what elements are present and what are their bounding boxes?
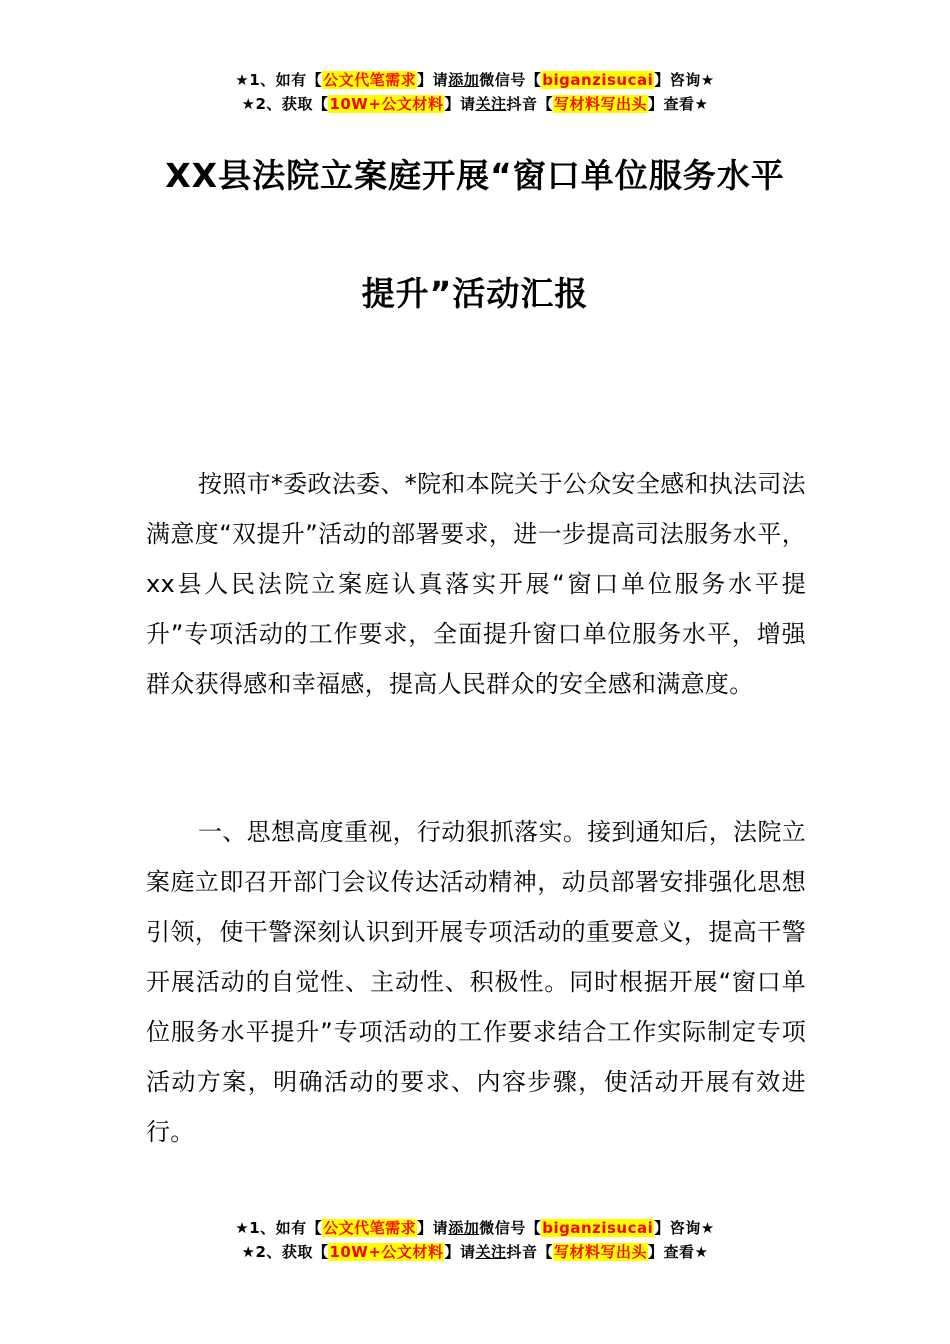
body-paragraph-2-text: 一、思想高度重视，行动狠抓落实。接到通知后，法院立案庭立即召开部门会议传达活动精神，动员部署安排强化思想引领，使干警深刻认识到开展专项活动的重要意义，提高干警开展活动的自觉性、主动性、积极性。同时根据开展“窗口单位服务水平提升”专项活动的工作要求结合工作实际制定专项活动方案，明确活动的要求、内容步骤，使活动开展有效进行。 <box>146 818 807 1146</box>
banner-line-2-suffix: 】查看★ <box>648 95 709 113</box>
banner-line-2-mid2: 抖音【 <box>506 1243 553 1261</box>
banner-underline-follow: 关注 <box>475 95 507 113</box>
banner-line-1-prefix: ★1、如有【 <box>235 1219 323 1237</box>
banner-line-2-mid: 】请 <box>444 95 476 113</box>
body-paragraph-2 <box>146 807 806 1157</box>
document-title-line-2: 提升”活动汇报 <box>361 274 589 313</box>
banner-underline-follow: 关注 <box>475 1243 507 1261</box>
body-paragraph-1-text: 按照市*委政法委、*院和本院关于公众安全感和执法司法满意度“双提升”活动的部署要求，进一步提高司法服务水平，xx县人民法院立案庭认真落实开展“窗口单位服务水平提升”专项活动的工作要求，全面提升窗口单位服务水平，增强群众获得感和幸福感，提高人民群众的安全感和满意度。 <box>146 470 806 698</box>
banner-highlight-douyin-id: 写材料写出头 <box>553 1243 647 1261</box>
banner-line-2-mid: 】请 <box>444 1243 476 1261</box>
banner-line-1-prefix: ★1、如有【 <box>235 71 323 89</box>
banner-highlight-materials: 10W+公文材料 <box>329 95 444 113</box>
banner-highlight-service: 公文代笔需求 <box>323 71 417 89</box>
banner-underline-add: 添加 <box>448 1219 480 1237</box>
body-paragraph-1 <box>146 459 806 709</box>
banner-highlight-service: 公文代笔需求 <box>323 1219 417 1237</box>
footer-banner <box>0 1216 950 1264</box>
banner-line-1-mid: 】请 <box>417 71 449 89</box>
banner-line-2-prefix: ★2、获取【 <box>241 1243 329 1261</box>
banner-line-2-suffix: 】查看★ <box>648 1243 709 1261</box>
banner-line-1-mid2: 微信号【 <box>479 1219 542 1237</box>
banner-line-1-mid: 】请 <box>417 1219 449 1237</box>
banner-line-1-suffix: 】咨询★ <box>654 71 715 89</box>
document-title-line-1: XX县法院立案庭开展“窗口单位服务水平 <box>165 156 785 195</box>
header-banner <box>0 68 950 116</box>
banner-highlight-wechat-id: biganzisucai <box>542 1219 654 1237</box>
banner-line-2 <box>0 92 950 116</box>
banner-highlight-materials: 10W+公文材料 <box>329 1243 444 1261</box>
banner-underline-add: 添加 <box>448 71 480 89</box>
banner-line-1 <box>0 68 950 92</box>
banner-highlight-douyin-id: 写材料写出头 <box>553 95 647 113</box>
banner-line-2-prefix: ★2、获取【 <box>241 95 329 113</box>
banner-highlight-wechat-id: biganzisucai <box>542 71 654 89</box>
banner-line-2 <box>0 1240 950 1264</box>
banner-line-2-mid2: 抖音【 <box>506 95 553 113</box>
banner-line-1-suffix: 】咨询★ <box>654 1219 715 1237</box>
banner-line-1-mid2: 微信号【 <box>479 71 542 89</box>
banner-line-1 <box>0 1216 950 1240</box>
